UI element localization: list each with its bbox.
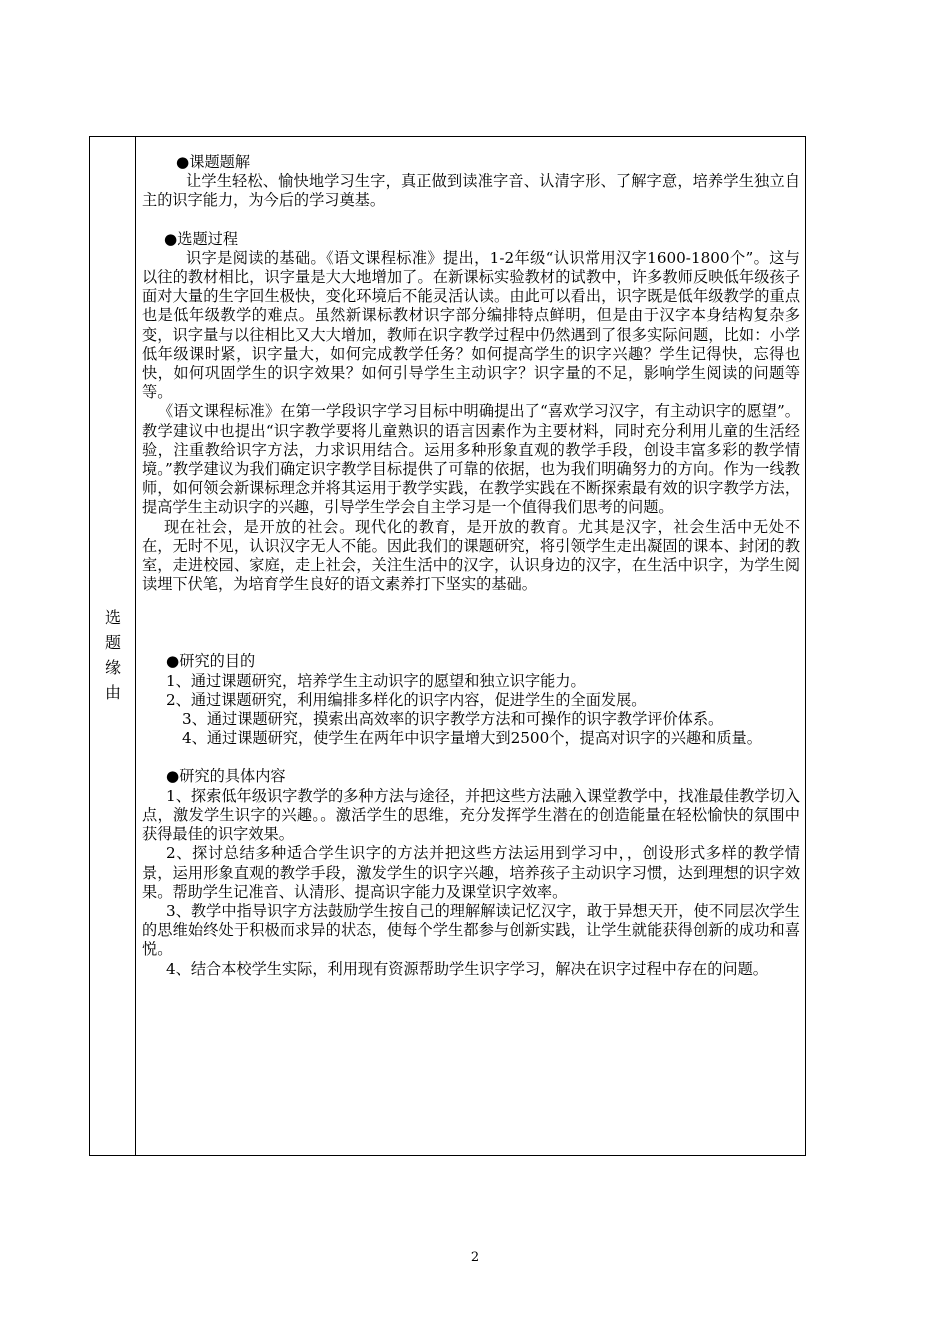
- row-label-char: 缘: [104, 658, 121, 677]
- section-heading-content: ●研究的具体内容: [166, 767, 286, 786]
- paragraph: 现在社会，是开放的社会。现代化的教育，是开放的教育。尤其是汉字，社会生活中无处不在，无时不见，认识汉字无人不能。因此我们的课题研究，将引领学生走出凝固的课本、封闭的教室，走进校园、家庭，走上社会，关注生活中的汉字，认识身边的汉字，在生活中识字，为学生阅读埋下伏笔，为培育学生良好的语文素养打下坚实的基础。: [142, 517, 800, 594]
- page-number: 2: [470, 1250, 480, 1265]
- list-item: 1、探索低年级识字教学的多种方法与途径，并把这些方法融入课堂教学中，找准最佳教学切入点，激发学生识字的兴趣。。激活学生的思维，充分发挥学生潜在的创造能量在轻松愉快的氛围中获得最佳的识字效果。: [142, 786, 800, 844]
- paragraph: 让学生轻松、愉快地学习生字，真正做到读准字音、认清字形、了解字意，培养学生独立自主的识字能力，为今后的学习奠基。: [142, 172, 800, 210]
- list-item: 4、通过课题研究，使学生在两年中识字量增大到2500个，提高对识字的兴趣和质量。: [182, 729, 762, 748]
- section-heading-process: ●选题过程: [164, 229, 239, 248]
- paragraph: 《语文课程标准》在第一学段识字学习目标中明确提出了“喜欢学习汉字，有主动识字的愿望”。教学建议中也提出“识字教学要将儿童熟识的语言因素作为主要材料，同时充分利用儿童的生活经验，注重教给识字方法，力求识用结合。运用多种形象直观的教学手段，创设丰富多彩的教学情境。”教学建议为我们确定识字教学目标提供了可靠的依据，也为我们明确努力的方向。作为一线教师，如何领会新课标理念并将其运用于教学实践，在教学实践在不断探索最有效的识字教学方法，提高学生主动识字的兴趣，引导学生学会自主学习是一个值得我们思考的问题。: [142, 402, 800, 517]
- section-heading-topic: ●课题题解: [176, 153, 251, 171]
- list-item: 3、教学中指导识字方法鼓励学生按自己的理解解读记忆汉字，敢于异想天开，使不同层次学生的思维始终处于积极而求异的状态，使每个学生都参与创新实践，让学生就能获得创新的成功和喜悦。: [142, 901, 800, 959]
- row-label-char: 题: [104, 633, 121, 652]
- row-label-char: 由: [104, 683, 121, 702]
- list-item: 2、通过课题研究，利用编排多样化的识字内容，促进学生的全面发展。: [166, 690, 647, 709]
- content-cell: [142, 153, 800, 979]
- list-item: 2、探讨总结多种适合学生识字的方法并把这些方法运用到学习中，，创设形式多样的教学情景，运用形象直观的教学手段，激发学生的识字兴趣，培养孩子主动识字习惯，达到理想的识字效果。帮助学生记准音、认清形、提高识字能力及课堂识字效率。: [142, 844, 800, 901]
- list-item: 3、通过课题研究，摸索出高效率的识字教学方法和可操作的识字教学评价体系。: [182, 710, 724, 729]
- row-label-cell: [90, 137, 136, 1155]
- row-label-char: 选: [104, 608, 121, 627]
- list-item: 4、结合本校学生实际，利用现有资源帮助学生识字学习，解决在识字过程中存在的问题。: [166, 959, 768, 978]
- paragraph: 识字是阅读的基础。《语文课程标准》提出，1-2年级“认识常用汉字1600-1800个”。这与以往的教材相比，识字量是大大地增加了。在新课标实验教材的试教中，许多教师反映低年级孩子面对大量的生字回生极快，变化环境后不能灵活认读。由此可以看出，识字既是低年级教学的重点也是低年级教学的难点。虽然新课标教材识字部分编排特点鲜明，但是由于汉字本身结构复杂多变，识字量与以往相比又大大增加，教师在识字教学过程中仍然遇到了很多实际问题，比如：小学低年级课时紧，识字量大，如何完成教学任务？如何提高学生的识字兴趣？学生记得快，忘得也快，如何巩固学生的识字效果？如何引导学生主动识字？识字量的不足，影响学生阅读的问题等等。: [142, 248, 800, 402]
- document-table: [89, 136, 806, 1156]
- row-label: [90, 605, 136, 705]
- section-heading-purpose: ●研究的目的: [166, 652, 256, 671]
- list-item: 1、通过课题研究，培养学生主动识字的愿望和独立识字能力。: [166, 671, 586, 690]
